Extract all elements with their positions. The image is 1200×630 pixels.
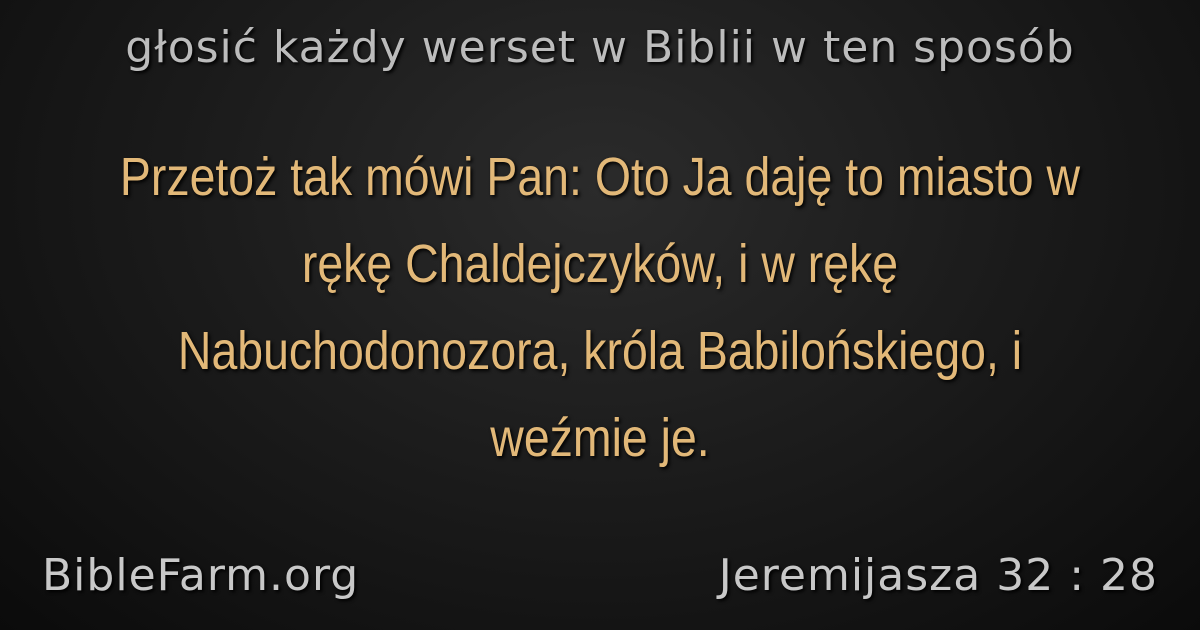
verse-reference: Jeremijasza 32 : 28 xyxy=(718,550,1158,601)
site-name: BibleFarm.org xyxy=(42,550,360,601)
tagline: głosić każdy werset w Biblii w ten sposób xyxy=(125,22,1075,73)
verse-text: Przetoż tak mówi Pan: Oto Ja daję to miasto w rękę Chaldejczyków, i w rękę Nabuchodonozora, króla Babilońskiego, i weźmie je. xyxy=(119,147,1081,468)
